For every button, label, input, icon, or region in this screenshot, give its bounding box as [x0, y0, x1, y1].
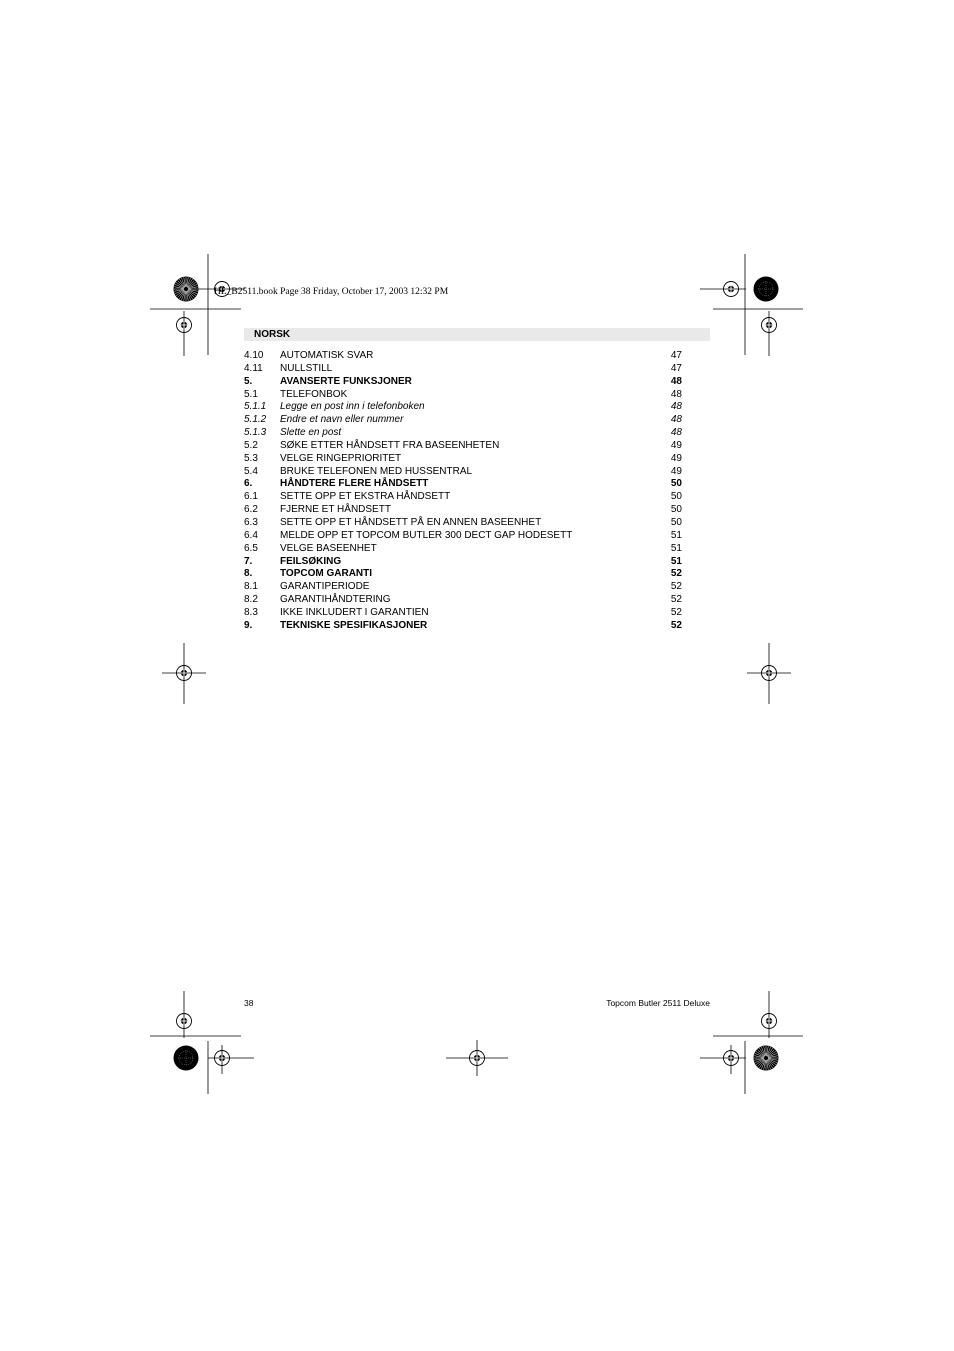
toc-entry-number: 5.1.2	[244, 414, 267, 426]
toc-entry-title: HÅNDTERE FLERE HÅNDSETT	[280, 478, 429, 490]
toc-entry-title: VELGE RINGEPRIORITET	[280, 452, 402, 464]
toc-entry-page: 48	[670, 401, 682, 413]
toc-entry	[244, 466, 682, 479]
toc-entry	[244, 568, 682, 581]
table-of-contents	[244, 350, 682, 633]
toc-entry-title: IKKE INKLUDERT I GARANTIEN	[280, 606, 429, 618]
toc-entry-number: 5.4	[244, 465, 258, 477]
toc-entry-number: 5.1.1	[244, 401, 267, 413]
toc-entry	[244, 517, 682, 530]
toc-entry-title: VELGE BASEENHET	[280, 542, 377, 554]
toc-entry-number: 4.11	[244, 362, 263, 374]
toc-entry-number: 8.1	[244, 581, 258, 593]
toc-entry-number: 6.2	[244, 504, 258, 516]
toc-entry-number: 6.	[244, 478, 253, 490]
toc-entry	[244, 401, 682, 414]
toc-entry	[244, 389, 682, 402]
product-name: Topcom Butler 2511 Deluxe	[606, 998, 710, 1008]
toc-entry-title: MELDE OPP ET TOPCOM BUTLER 300 DECT GAP HODESETT	[280, 529, 573, 541]
toc-entry-title: AUTOMATISK SVAR	[280, 350, 374, 361]
toc-entry-number: 6.4	[244, 529, 258, 541]
toc-entry-title: Slette en post	[280, 427, 342, 439]
toc-entry	[244, 478, 682, 491]
toc-entry-title: TEKNISKE SPESIFIKASJONER	[280, 619, 428, 631]
toc-entry-page: 47	[670, 362, 682, 374]
section-header: NORSK	[254, 329, 291, 340]
toc-entry-page: 49	[670, 452, 682, 464]
toc-entry-page: 52	[670, 581, 682, 593]
toc-entry-page: 52	[670, 606, 682, 618]
toc-entry-page: 48	[670, 388, 682, 400]
toc-entry	[244, 620, 682, 633]
toc-entry-page: 51	[670, 542, 682, 554]
toc-entry-number: 8.	[244, 568, 253, 580]
toc-entry-title: GARANTIHÅNDTERING	[280, 594, 391, 606]
toc-entry-number: 5.2	[244, 439, 258, 451]
toc-entry-title: Endre et navn eller nummer	[280, 414, 404, 426]
toc-entry-number: 7.	[244, 555, 253, 567]
toc-entry-number: 6.5	[244, 542, 258, 554]
toc-entry	[244, 594, 682, 607]
toc-entry-number: 4.10	[244, 350, 264, 361]
toc-entry-title: BRUKE TELEFONEN MED HUSSENTRAL	[280, 465, 473, 477]
toc-entry	[244, 453, 682, 466]
toc-entry-page: 51	[670, 529, 682, 541]
toc-entry-page: 47	[670, 350, 682, 361]
toc-entry-title: AVANSERTE FUNKSJONER	[280, 375, 412, 387]
toc-entry-number: 8.2	[244, 594, 258, 606]
toc-entry-page: 52	[670, 568, 682, 580]
section-header-bar	[244, 328, 710, 341]
toc-entry-page: 52	[670, 594, 682, 606]
toc-entry	[244, 504, 682, 517]
toc-entry-page: 48	[670, 414, 682, 426]
toc-entry	[244, 530, 682, 543]
toc-entry	[244, 363, 682, 376]
toc-entry-page: 51	[670, 555, 682, 567]
toc-entry	[244, 427, 682, 440]
toc-entry-title: NULLSTILL	[280, 362, 333, 374]
toc-entry-title: SØKE ETTER HÅNDSETT FRA BASEENHETEN	[280, 439, 500, 451]
slug-line: HL_B2511.book Page 38 Friday, October 17, 2003 12:32 PM	[214, 287, 449, 297]
toc-entry-page: 50	[670, 516, 682, 528]
page-number: 38	[244, 998, 254, 1008]
toc-entry-number: 5.1.3	[244, 427, 267, 439]
toc-entry-number: 5.1	[244, 388, 258, 400]
toc-entry-title: TELEFONBOK	[280, 388, 348, 400]
toc-entry	[244, 376, 682, 389]
toc-entry	[244, 350, 682, 363]
toc-entry-page: 49	[670, 439, 682, 451]
toc-entry-page: 49	[670, 465, 682, 477]
toc-entry-page: 50	[670, 491, 682, 503]
toc-entry-title: FEILSØKING	[280, 555, 342, 567]
toc-entry-number: 9.	[244, 619, 253, 631]
toc-entry-page: 48	[670, 375, 682, 387]
toc-entry	[244, 414, 682, 427]
toc-entry-title: SETTE OPP ET EKSTRA HÅNDSETT	[280, 491, 451, 503]
toc-entry-title: GARANTIPERIODE	[280, 581, 370, 593]
toc-entry-page: 52	[670, 619, 682, 631]
toc-entry-number: 6.1	[244, 491, 258, 503]
toc-entry-number: 8.3	[244, 606, 258, 618]
toc-entry-page: 50	[670, 504, 682, 516]
toc-entry-number: 5.	[244, 375, 253, 387]
toc-entry	[244, 543, 682, 556]
toc-entry-number: 5.3	[244, 452, 258, 464]
toc-entry-title: SETTE OPP ET HÅNDSETT PÅ EN ANNEN BASEENHET	[280, 516, 542, 528]
toc-entry	[244, 491, 682, 504]
toc-entry-number: 6.3	[244, 516, 258, 528]
toc-entry	[244, 581, 682, 594]
toc-entry-page: 48	[670, 427, 682, 439]
toc-entry-title: TOPCOM GARANTI	[280, 568, 373, 580]
toc-entry-title: Legge en post inn i telefonboken	[280, 401, 425, 413]
toc-entry	[244, 556, 682, 569]
toc-entry-page: 50	[670, 478, 682, 490]
toc-entry	[244, 607, 682, 620]
toc-entry-title: FJERNE ET HÅNDSETT	[280, 504, 391, 516]
toc-entry	[244, 440, 682, 453]
